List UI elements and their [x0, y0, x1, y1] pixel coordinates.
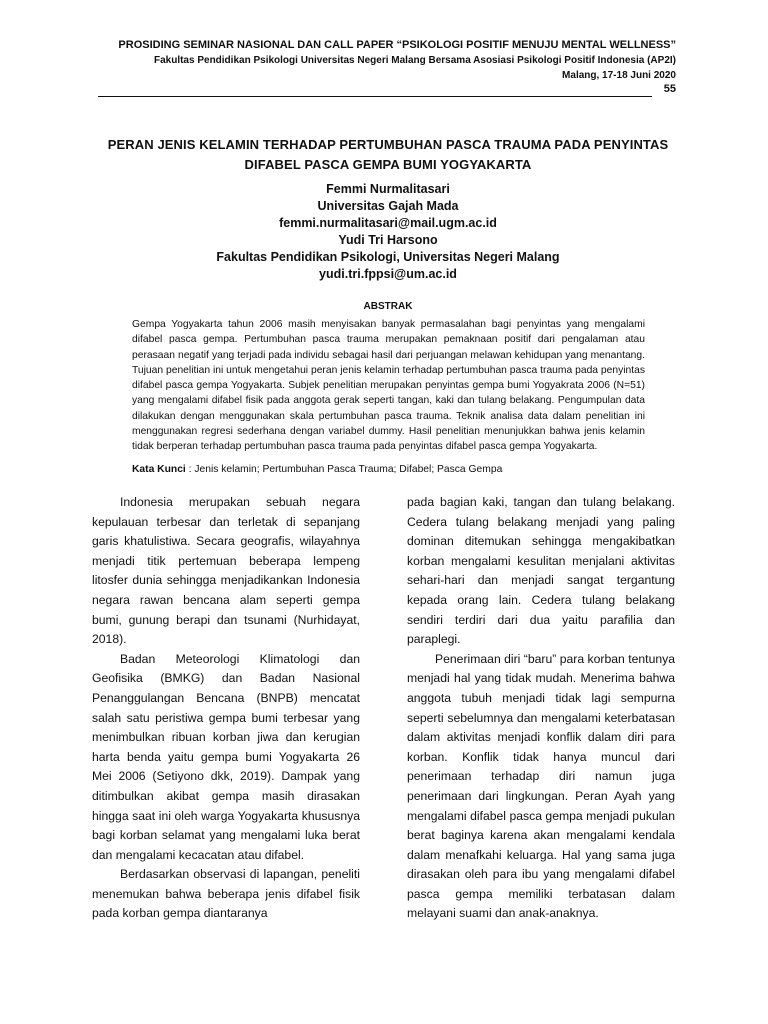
header-rule-row — [98, 82, 676, 98]
keywords — [132, 462, 652, 477]
header-line-2: Fakultas Pendidikan Psikologi Universitas Negeri Malang Bersama Asosiasi Psikologi Positif Indonesia (AP2I) — [153, 55, 676, 66]
header-line-1: PROSIDING SEMINAR NASIONAL DAN CALL PAPER “PSIKOLOGI POSITIF MENUJU MENTAL WELLNESS” — [118, 39, 676, 51]
left-paragraph-2: Badan Meteorologi Klimatologi dan Geofisika (BMKG) dan Badan Nasional Penanggulangan Bencana (BNPB) mencatat salah satu peristiwa gempa bumi terbesar yang menimbulkan ribuan korban jiwa dan kerugian harta benda yaitu gempa bumi Yogyakarta 26 Mei 2006 (Setiyono dkk, 2019). Dampak yang ditimbulkan akibat gempa masih dirasakan hingga saat ini oleh warga Yogyakarta khususnya bagi korban selamat yang mengalami luka berat dan mengalami kecacatan atau difabel. — [92, 651, 360, 862]
author-1-affiliation: Universitas Gajah Mada — [317, 199, 459, 213]
right-paragraph-1: pada bagian kaki, tangan dan tulang belakang. Cedera tulang belakang menjadi yang paling dominan ditemukan sehingga mengakibatkan korban mengalami kesulitan menjalani aktivitas sehari-hari dan menjadi sangat tergantung kepada orang lain. Cedera tulang belakang sendiri terdiri dari dua yaitu parafilia dan paraplegi. — [407, 495, 675, 647]
title-line-2: DIFABEL PASCA GEMPA BUMI YOGYAKARTA — [244, 157, 532, 172]
header-rule — [98, 96, 652, 97]
title-line-1: PERAN JENIS KELAMIN TERHADAP PERTUMBUHAN PASCA TRAUMA PADA PENYINTAS — [107, 137, 669, 152]
abstract-text: Gempa Yogyakarta tahun 2006 masih menyisakan banyak permasalahan bagi penyintas yang mengalami difabel pasca gempa. Pertumbuhan pasca trauma merupakan pemaknaan positif dari pengalaman atau perasaan negatif yang terjadi pada individu sebagai hasil dari perjuangan melawan kehidupan yang menantang. Tujuan penelitian ini untuk mengetahui peran jenis kelamin terhadap pertumbuhan pasca trauma pada penyintas difabel pasca gempa Yogyakarta. Subjek penelitian merupakan penyintas gempa bumi Yogyakrata 2006 (N=51) yang mengalami difabel fisik pada anggota gerak seperti tangan, kaki dan tulang belakang. Pengumpulan data dilakukan dengan menggunakan skala pertumbuhan pasca trauma. Teknik analisa data dalam penelitian ini menggunakan regresi sederhana dengan variabel dummy. Hasil penelitian menunjukkan bahwa jenis kelamin tidak berperan terhadap pertumbuhan pasca trauma pada penyintas difabel pasca gempa Yogyakarta. — [132, 319, 645, 453]
abstract-heading: ABSTRAK — [363, 301, 413, 312]
author-2-name: Yudi Tri Harsono — [338, 233, 438, 247]
page-number: 55 — [663, 83, 676, 95]
author-1-email: femmi.nurmalitasari@mail.ugm.ac.id — [279, 216, 497, 230]
keywords-text: : Jenis kelamin; Pertumbuhan Pasca Trauma; Difabel; Pasca Gempa — [185, 464, 503, 475]
keywords-label: Kata Kunci — [132, 464, 186, 475]
left-paragraph-1: Indonesia merupakan sebuah negara kepulauan terbesar dan terletak di sepanjang garis khatulistiwa. Secara geografis, wilayahnya menjadi titik pertemuan beberapa lempeng litosfer dunia sehingga menjadikankan Indonesia negara rawan bencana alam seperti gempa bumi, gunung berapi dan tsunami (Nurhidayat, 2018). — [92, 495, 360, 647]
paper-title — [88, 135, 688, 175]
body-column-right — [407, 493, 675, 924]
proceedings-header — [98, 38, 676, 83]
author-1-name: Femmi Nurmalitasari — [326, 182, 450, 196]
right-paragraph-2: Penerimaan diri “baru” para korban tentunya menjadi hal yang tidak mudah. Menerima bahwa anggota tubuh menjadi tidak lagi sempurna seperti sebelumnya dan mengalami keterbatasan dalam aktivitas menjadi konflik dalam diri para korban. Konflik tidak hanya muncul dari penerimaan terhadap diri namun juga penerimaan dari lingkungan. Peran Ayah yang mengalami difabel pasca gempa menjadi pukulan berat baginya karena akan mengalami kendala dalam menafkahi keluarga. Hal yang sama juga dirasakan oleh para ibu yang mengalami difabel pasca gempa memiliki terbatasan dalam melayani suami dan anak-anaknya. — [407, 651, 675, 921]
body-column-left — [92, 493, 360, 924]
author-2-email: yudi.tri.fppsi@um.ac.id — [319, 267, 457, 281]
author-block — [150, 181, 626, 283]
header-line-3: Malang, 17-18 Juni 2020 — [562, 70, 676, 81]
author-2-affiliation: Fakultas Pendidikan Psikologi, Universitas Negeri Malang — [216, 250, 560, 264]
left-paragraph-3: Berdasarkan observasi di lapangan, peneliti menemukan bahwa beberapa jenis difabel fisik pada korban gempa diantaranya — [92, 867, 360, 921]
abstract-body — [132, 317, 645, 455]
